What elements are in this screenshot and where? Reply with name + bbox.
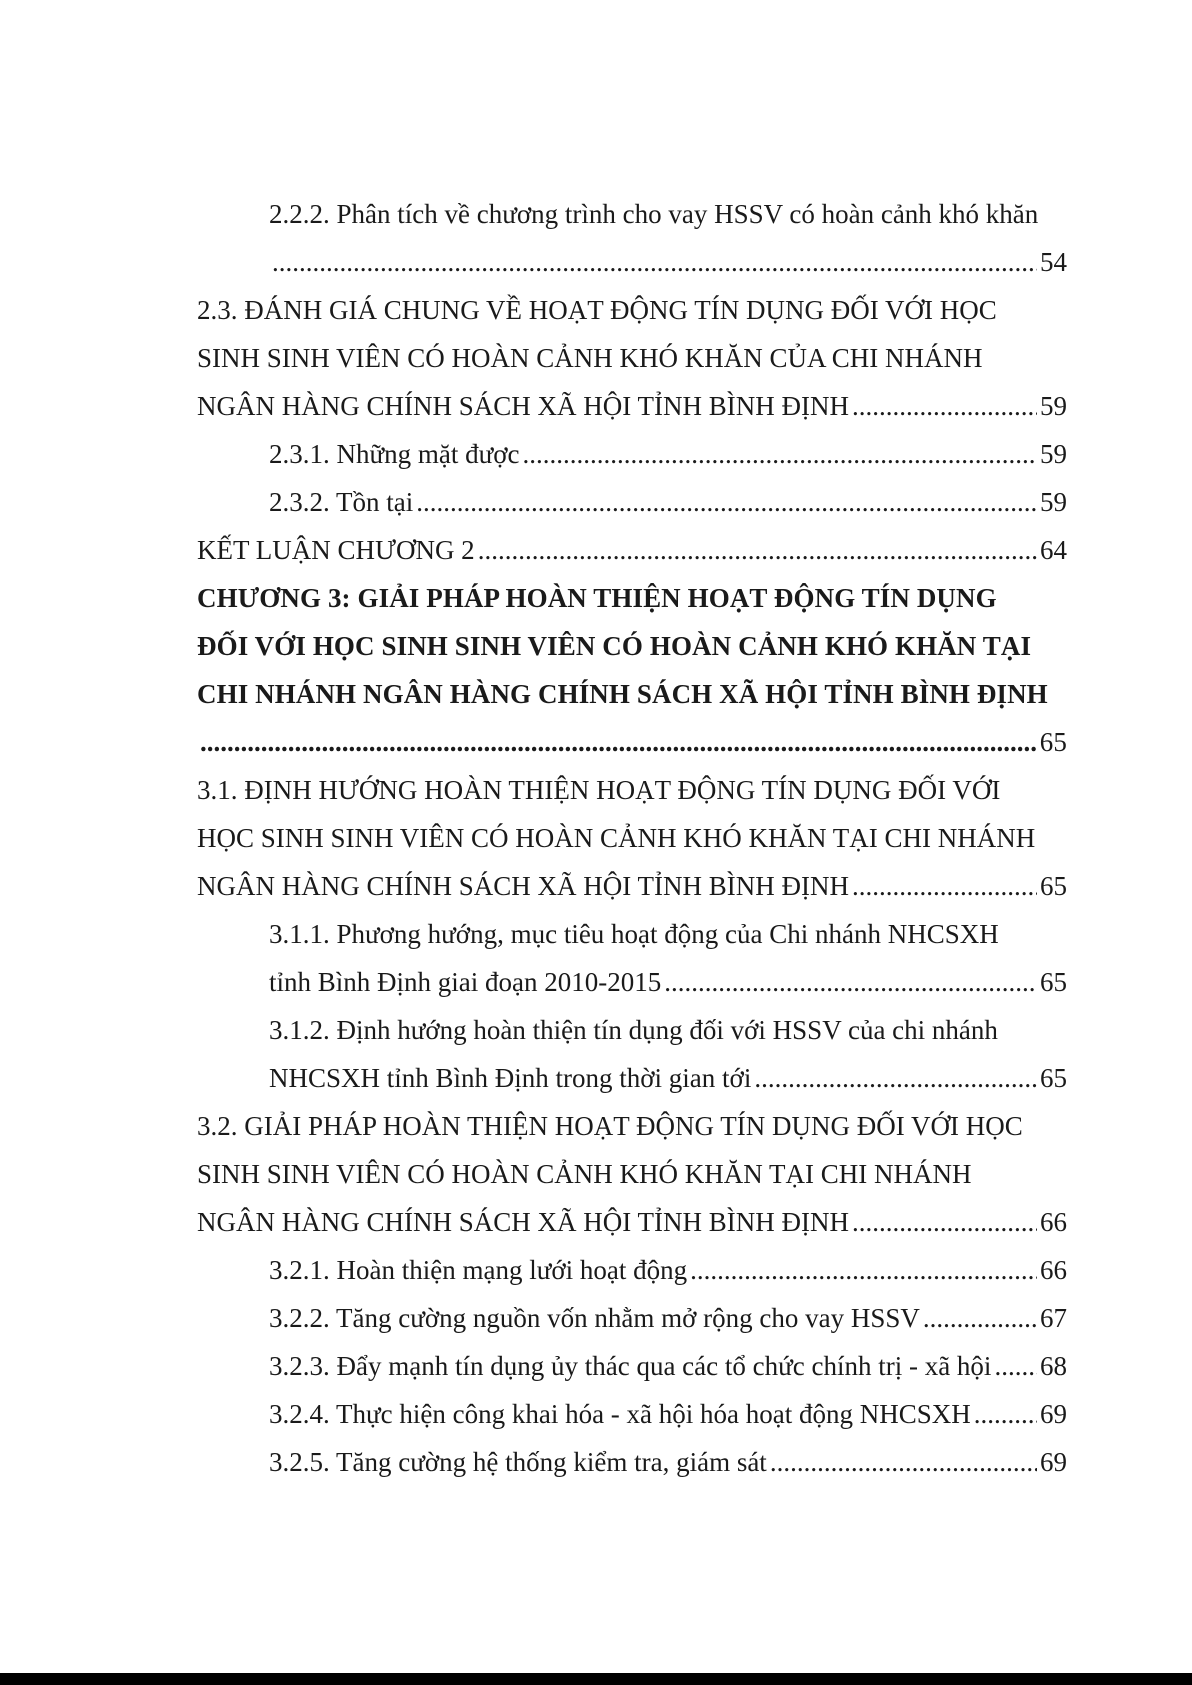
toc-entry-title-line: 3.1. ĐỊNH HƯỚNG HOÀN THIỆN HOẠT ĐỘNG TÍN DỤNG ĐỐI VỚI [197,775,1001,805]
table-of-contents [197,190,1067,1486]
dot-leader [994,1342,1037,1390]
toc-entry-title: 3.2.3. Đẩy mạnh tín dụng ủy thác qua các tổ chức chính trị - xã hội [269,1351,992,1381]
toc-page-number: 64 [1040,535,1067,565]
dot-leader [923,1294,1037,1342]
toc-entry-last-line [197,862,1067,910]
toc-entry-title-line: 3.2. GIẢI PHÁP HOÀN THIỆN HOẠT ĐỘNG TÍN DỤNG ĐỐI VỚI HỌC [197,1111,1023,1141]
toc-entry-title: tỉnh Bình Định giai đoạn 2010-2015 [269,967,662,997]
toc-page-number: 69 [1040,1399,1067,1429]
toc-entry-title: 2.3.1. Những mặt được [269,439,520,469]
toc-entry-last-line [197,1390,1067,1438]
toc-entry[interactable] [197,286,1067,430]
toc-page-number: 68 [1040,1351,1067,1381]
toc-entry-last-line [197,1294,1067,1342]
dot-leader [974,1390,1037,1438]
toc-entry[interactable] [197,910,1067,1006]
dot-leader [523,430,1037,478]
toc-entry-title: NGÂN HÀNG CHÍNH SÁCH XÃ HỘI TỈNH BÌNH ĐỊNH [197,871,849,901]
toc-entry-last-line [197,1054,1067,1102]
toc-page-number: 65 [1040,1063,1067,1093]
toc-entry-title: NHCSXH tỉnh Bình Định trong thời gian tới [269,1063,752,1093]
toc-page-number: 54 [1040,247,1067,277]
toc-page-number: 69 [1040,1447,1067,1477]
toc-entry[interactable] [197,1294,1067,1342]
toc-entry-title-line: SINH SINH VIÊN CÓ HOÀN CẢNH KHÓ KHĂN TẠI CHI NHÁNH [197,1159,972,1189]
toc-entry[interactable] [197,1246,1067,1294]
toc-page-number: 65 [1040,871,1067,901]
toc-entry[interactable] [197,430,1067,478]
toc-entry[interactable] [197,1006,1067,1102]
dot-leader [200,718,1037,766]
toc-entry-last-line [197,1342,1067,1390]
toc-entry-last-line [197,430,1067,478]
toc-entry[interactable] [197,1102,1067,1246]
toc-page-number: 59 [1040,391,1067,421]
toc-entry-title-line: 2.3. ĐÁNH GIÁ CHUNG VỀ HOẠT ĐỘNG TÍN DỤNG ĐỐI VỚI HỌC [197,295,997,325]
toc-entry-last-line [197,238,1067,286]
toc-entry-title-line: SINH SINH VIÊN CÓ HOÀN CẢNH KHÓ KHĂN CỦA CHI NHÁNH [197,343,983,373]
toc-entry-last-line [197,1438,1067,1486]
dot-leader [690,1246,1037,1294]
toc-entry-last-line [197,1198,1067,1246]
toc-entry-last-line [197,718,1067,766]
dot-leader [754,1054,1037,1102]
toc-entry-title: 2.3.2. Tồn tại [269,487,414,517]
toc-entry-last-line [197,958,1067,1006]
dot-leader [852,382,1037,430]
toc-entry-title: 3.2.4. Thực hiện công khai hóa - xã hội hóa hoạt động NHCSXH [269,1399,971,1429]
toc-entry[interactable] [197,1342,1067,1390]
toc-page-number: 67 [1040,1303,1067,1333]
toc-entry-title-line: CHƯƠNG 3: GIẢI PHÁP HOÀN THIỆN HOẠT ĐỘNG TÍN DỤNG [197,583,997,613]
toc-page-number: 65 [1040,967,1067,997]
toc-page-number: 59 [1040,439,1067,469]
toc-entry[interactable] [197,190,1067,286]
toc-entry[interactable] [197,478,1067,526]
toc-entry[interactable] [197,766,1067,910]
toc-entry-title: NGÂN HÀNG CHÍNH SÁCH XÃ HỘI TỈNH BÌNH ĐỊNH [197,391,849,421]
dot-leader [852,1198,1037,1246]
dot-leader [852,862,1037,910]
toc-entry-title-line: HỌC SINH SINH VIÊN CÓ HOÀN CẢNH KHÓ KHĂN TẠI CHI NHÁNH [197,823,1036,853]
toc-entry[interactable] [197,1438,1067,1486]
page-bottom-border [0,1673,1192,1685]
toc-page-number: 59 [1040,487,1067,517]
toc-entry-title-line: 2.2.2. Phân tích về chương trình cho vay HSSV có hoàn cảnh khó khăn [269,199,1039,229]
toc-entry-title-line: CHI NHÁNH NGÂN HÀNG CHÍNH SÁCH XÃ HỘI TỈNH BÌNH ĐỊNH [197,679,1048,709]
toc-entry[interactable] [197,574,1067,766]
toc-entry-last-line [197,478,1067,526]
toc-entry-title: NGÂN HÀNG CHÍNH SÁCH XÃ HỘI TỈNH BÌNH ĐỊNH [197,1207,849,1237]
dot-leader [664,958,1037,1006]
dot-leader [416,478,1037,526]
toc-entry-title-line: 3.1.2. Định hướng hoàn thiện tín dụng đối với HSSV của chi nhánh [269,1015,998,1045]
toc-entry-title-line: 3.1.1. Phương hướng, mục tiêu hoạt động của Chi nhánh NHCSXH [269,919,999,949]
toc-page-number: 65 [1039,727,1067,757]
toc-entry-title: KẾT LUẬN CHƯƠNG 2 [197,535,475,565]
toc-entry[interactable] [197,526,1067,574]
toc-entry-title: 3.2.2. Tăng cường nguồn vốn nhằm mở rộng cho vay HSSV [269,1303,920,1333]
toc-entry[interactable] [197,1390,1067,1438]
toc-page-number: 66 [1040,1255,1067,1285]
toc-entry-title-line: ĐỐI VỚI HỌC SINH SINH VIÊN CÓ HOÀN CẢNH KHÓ KHĂN TẠI [197,631,1032,661]
dot-leader [770,1438,1037,1486]
toc-page-number: 66 [1040,1207,1067,1237]
toc-entry-last-line [197,526,1067,574]
toc-entry-title: 3.2.5. Tăng cường hệ thống kiểm tra, giám sát [269,1447,767,1477]
toc-entry-last-line [197,1246,1067,1294]
dot-leader [272,238,1037,286]
toc-entry-last-line [197,382,1067,430]
toc-entry-title: 3.2.1. Hoàn thiện mạng lưới hoạt động [269,1255,688,1285]
dot-leader [478,526,1037,574]
